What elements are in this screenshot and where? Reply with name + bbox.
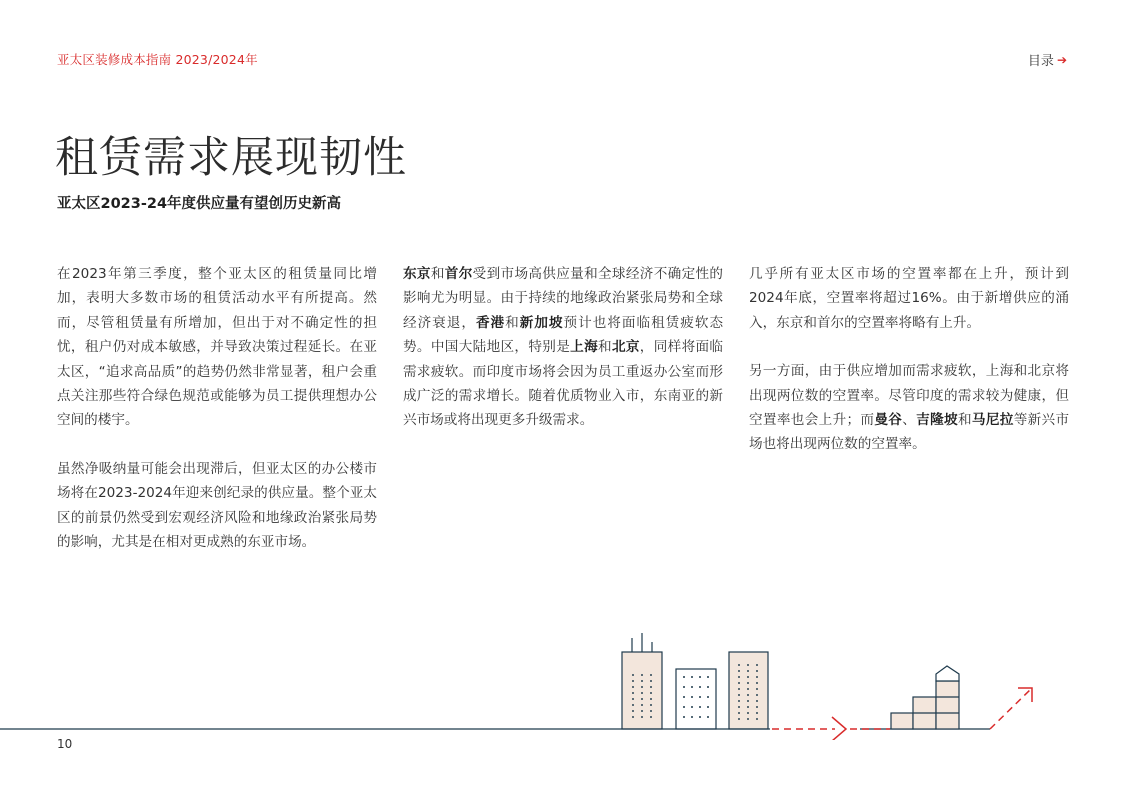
text-span: 受到市场高供应量和全球经济不确定性的影响尤为明显。由于持续的地缘政治紧张局势和全球经济衰退， <box>403 266 724 331</box>
city-buildings-growth-illustration <box>0 630 1122 740</box>
page-number: 10 <box>57 737 73 751</box>
text-span: 和 <box>430 266 445 282</box>
text-span: ，同样将面临需求疲软。而印度市场将会因为员工重返办公室而形成广泛的需求增长。随着优质物业入市，东南亚的新兴市场或将出现更多升级需求。 <box>403 339 724 429</box>
text-span: 预计也将面临租赁疲软态势。中国大陆地区，特别是 <box>403 314 724 356</box>
paragraph <box>749 359 1069 457</box>
report-title: 亚太区装修成本指南 2023/2024年 <box>57 52 258 67</box>
city-seoul: 首尔 <box>444 266 473 282</box>
page-title: 租赁需求展现韧性 <box>55 133 407 183</box>
text-column-1 <box>57 262 377 578</box>
city-shanghai: 上海 <box>570 339 598 356</box>
text-span: 另一方面，由于供应增加而需求疲软，上海和北京将出现两位数的空置率。尽管印度的需求较为健康，但空置率也会上升；而 <box>749 363 1069 429</box>
toc-link[interactable] <box>1028 50 1067 69</box>
paragraph: 几乎所有亚太区市场的空置率都在上升，预计到2024年底，空置率将超过16%。由于新增供应的涌入，东京和首尔的空置率将略有上升。 <box>749 266 1069 331</box>
text-span: 、 <box>902 412 917 429</box>
building-3 <box>729 652 768 729</box>
city-manila: 马尼拉 <box>971 412 1014 429</box>
text-column-3 <box>749 262 1069 481</box>
text-span: 和 <box>505 314 520 331</box>
toc-label: 目录 <box>1027 54 1054 69</box>
paragraph <box>403 262 723 433</box>
city-singapore: 新加坡 <box>519 314 564 331</box>
building-1 <box>622 633 662 729</box>
page-subtitle: 亚太区2023-24年度供应量有望创历史新高 <box>57 196 342 212</box>
building-2 <box>676 669 716 729</box>
city-beijing: 北京 <box>611 339 640 356</box>
paragraph: 在2023年第三季度，整个亚太区的租赁量同比增加，表明大多数市场的租赁活动水平有所提高。然而，尽管租赁量有所增加，但出于对不确定性的担忧，租户仍对成本敏感，并导致决策过程延长。在亚太区，“追求高品质”的趋势仍然非常显著，租户会重点关注那些符合绿色规范或能够为员工提供理想办公空间的楼宇。 <box>57 266 377 429</box>
text-column-2 <box>403 262 723 457</box>
text-span: 和 <box>957 412 972 429</box>
text-span: 和 <box>598 339 612 356</box>
paragraph: 虽然净吸纳量可能会出现滞后，但亚太区的办公楼市场将在2023-2024年迎来创纪录的供应量。整个亚太区的前景仍然受到宏观经济风险和地缘政治紧张局势的影响，尤其是在相对更成熟的东亚市场。 <box>57 460 377 551</box>
city-bangkok: 曼谷 <box>874 412 903 429</box>
growth-blocks <box>891 666 959 729</box>
city-tokyo: 东京 <box>403 266 431 282</box>
text-span: 等新兴市场也将出现两位数的空置率。 <box>749 412 1070 453</box>
arrow-right-icon: ➔ <box>1056 52 1067 67</box>
rising-arrow-icon <box>990 688 1032 729</box>
city-hongkong: 香港 <box>475 314 506 331</box>
city-kualalumpur: 吉隆坡 <box>916 412 958 429</box>
